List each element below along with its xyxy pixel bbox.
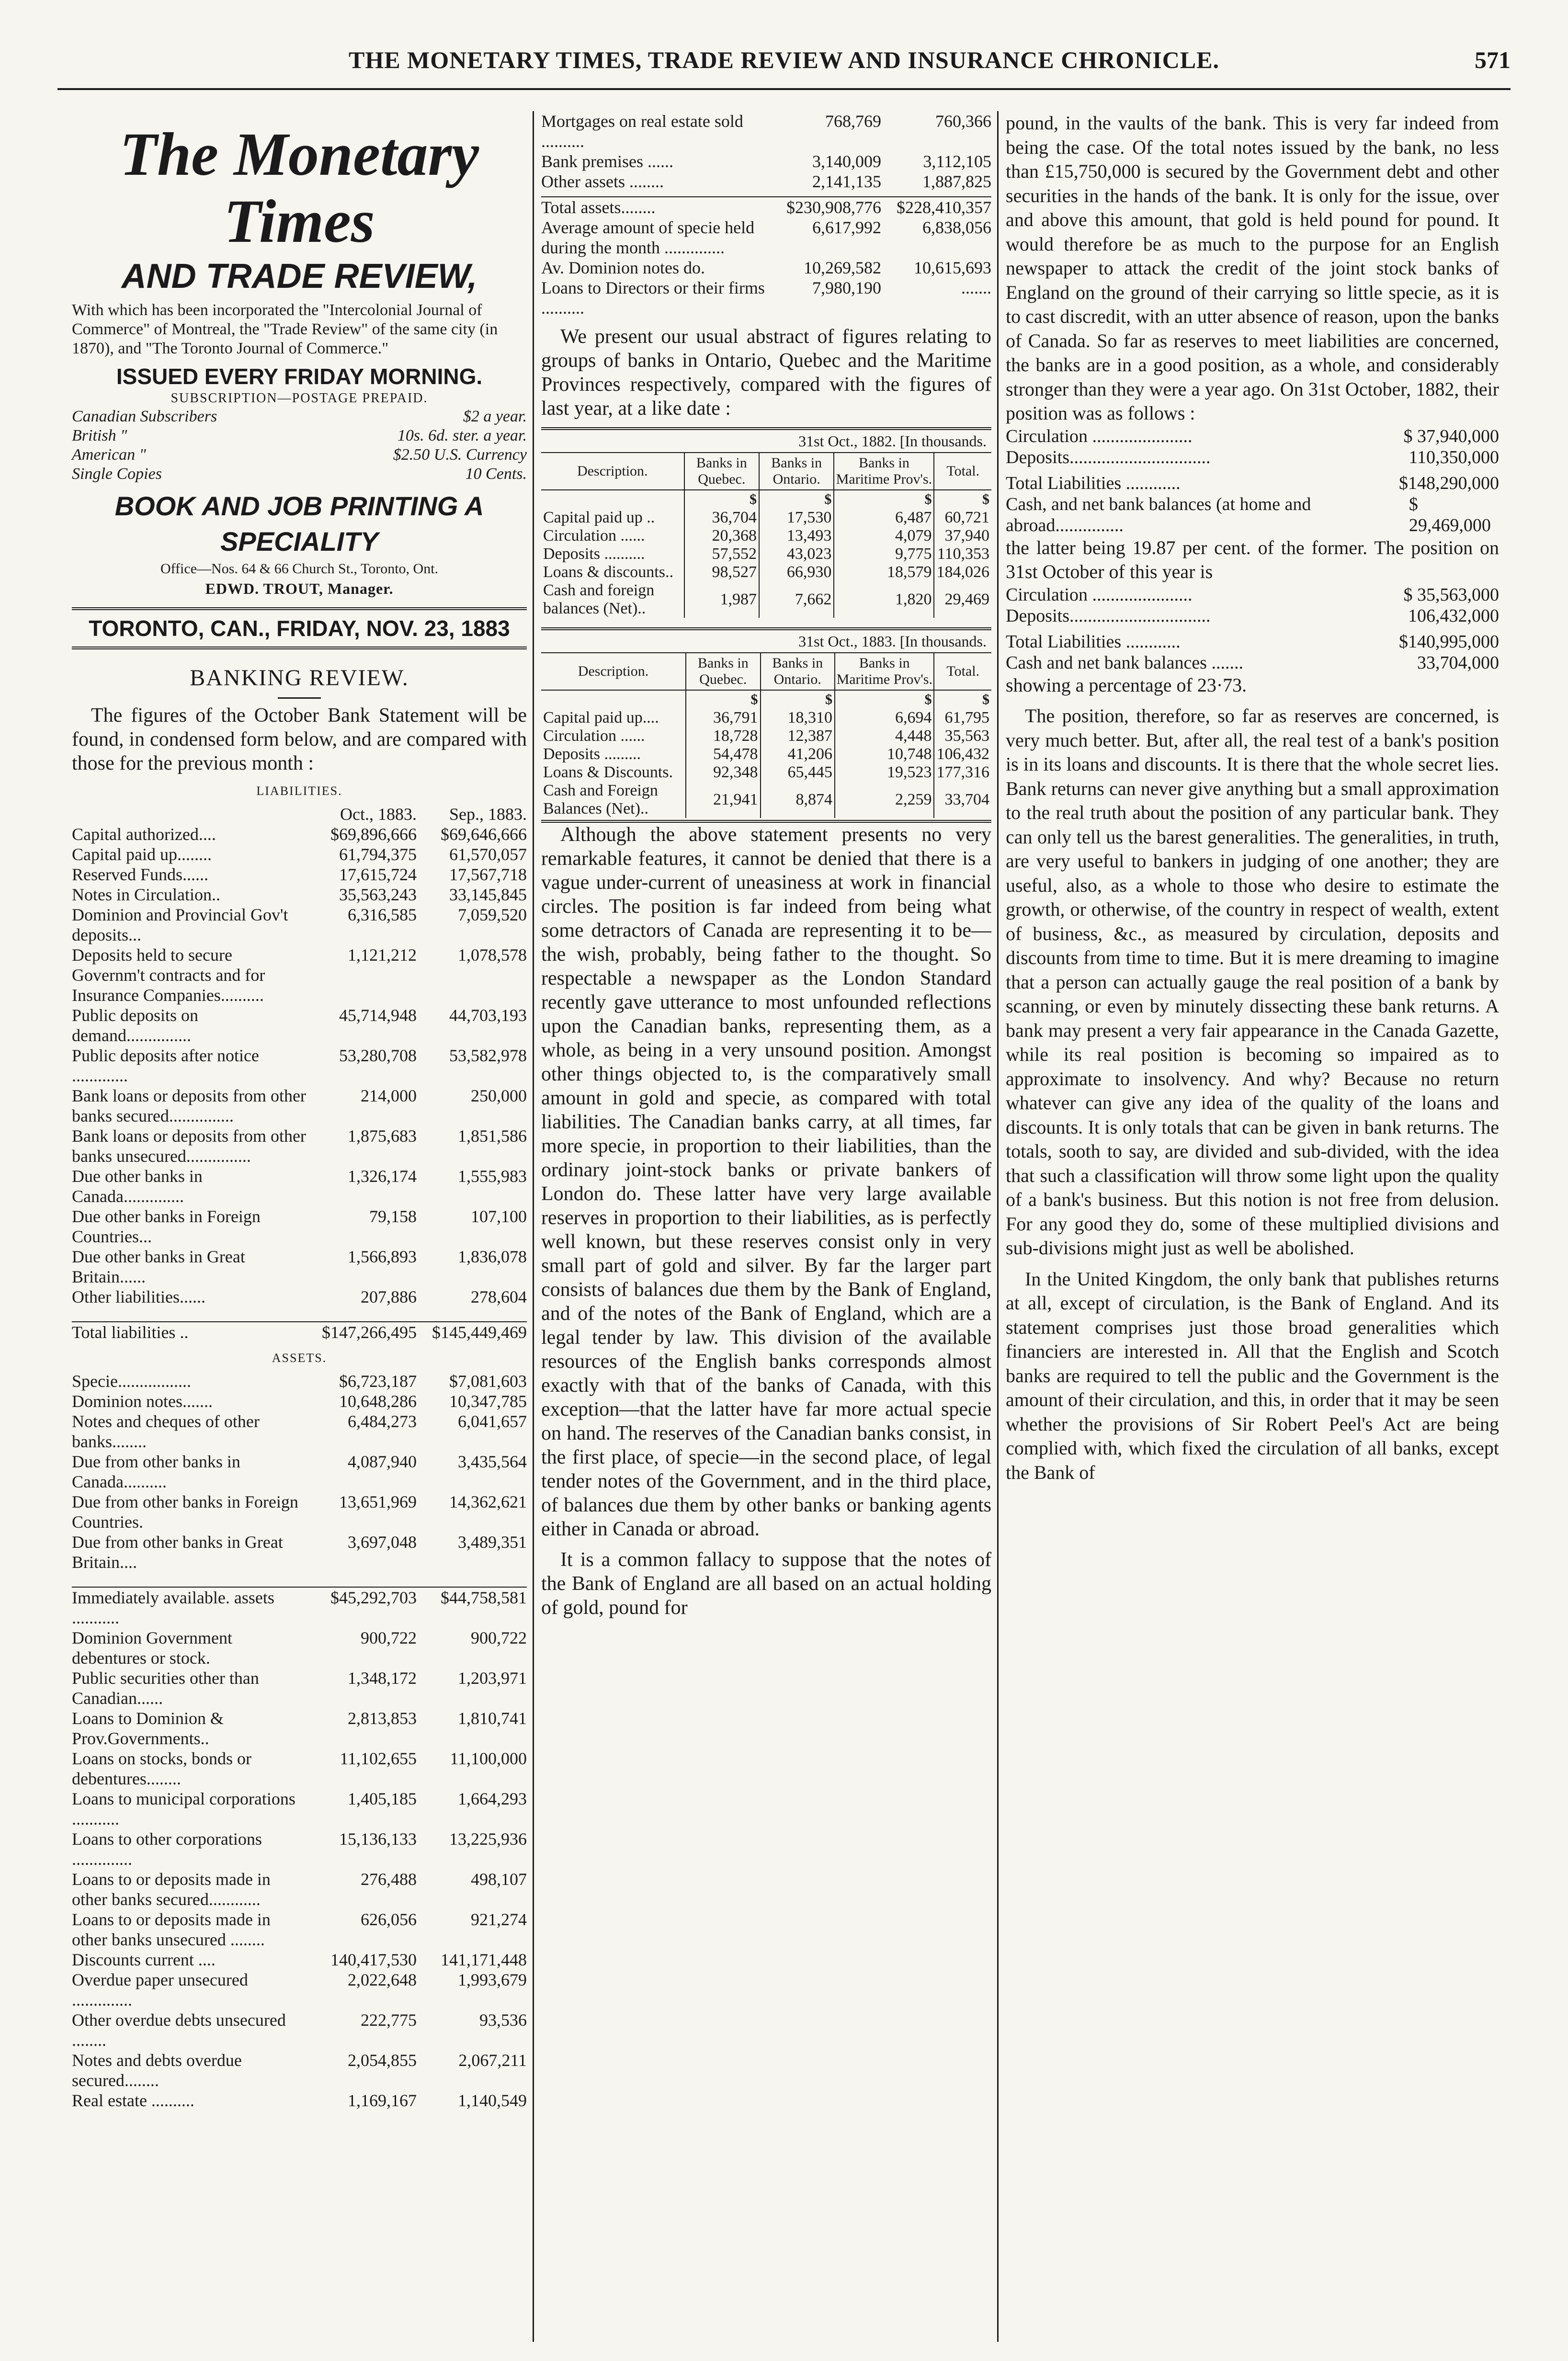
- figure-row: Capital authorized.... $69,896,666 $69,646,666: [72, 825, 527, 844]
- position-row: Circulation ...................... $ 37,940,000: [1006, 426, 1499, 446]
- figure-row: Mortgages on real estate sold .......... 768,769 760,366: [541, 112, 991, 151]
- after-assets-list: [541, 217, 991, 318]
- article-col3-intro: pound, in the vaults of the bank. This is very far indeed from being the case. Of the total notes issued by the bank, no less than £15,750,000 is secured by the Government debt and other securities in the hands of the bank. It is only for the issue, over and above this amount, that gold is held pound for pound. It would therefore be as much to the purpose for an English newspaper to attack the credit of the joint stock banks of England on the ground of their carrying so little specie, as it is to cast discredit, with an utter absence of reason, upon the banks of Canada. So far as reserves to meet liabilities are concerned, the banks are in a good position, as a whole, and considerably stronger than they were a year ago. On 31st October, 1882, their position was as follows :: [1006, 112, 1499, 424]
- column-header: Total.: [934, 453, 991, 490]
- paragraph: In the United Kingdom, the only bank that publishes returns at all, except of circulation, is the Bank of England. And its statement comprises just those broad generalities which financiers are interested in. All that the English and Scotch banks are required to tell the public and the Government is the amount of their circulation, and this, in order that it may be seen whether the provisions of Sir Robert Peel's Act are being complied with, which fixed the circulation of all banks, except the Bank of: [1006, 1268, 1499, 1483]
- column-divider: [997, 111, 999, 2342]
- paragraph: The position, therefore, so far as reserves are concerned, is very much better. But, after all, the real test of a bank's position is in its loans and discounts. It is there that the whole secret lies. Bank returns can never give anything but a small approximation to the real truth about the position of any particular bank. They can only tell us the barest generalities. The generalities, in truth, are very useful to bankers in judging of one another; they are useful, also, as a whole to those who desire to estimate the growth, or otherwise, of the country in respect of wealth, extent of business, &c., as measured by circulation, deposits and discounts from time to time. But it is mere dreaming to imagine that a person can actually gauge the real position of a bank by scanning, or even by minutely dissecting these bank returns. A bank may present a very fair appearance in the Canada Gazette, while its real position is becoming so impaired as to approximate to insolvency. And why? Because no return whatever can give any idea of the quality of the loans and discounts. It is only totals that can be given in bank returns. The totals, sooth to say, are divided and sub-divided, with the idea that such a classification will throw some light upon the quality of a bank's business. But this notion is not free from delusion. For any good they do, some of these multiplied divisions and sub-divisions might just as well be abolished.: [1006, 705, 1499, 1259]
- article-column-2: [541, 823, 991, 1620]
- column-header: Banks in Ontario.: [761, 653, 835, 690]
- figure-row: Reserved Funds...... 17,615,724 17,567,718: [72, 865, 527, 884]
- figure-row: Due other banks in Foreign Countries... 79,158 107,100: [72, 1207, 527, 1246]
- table-row: Cash and Foreign Balances (Net).. 21,941 8,874 2,259 33,704: [541, 782, 991, 818]
- position-1883-cash: Cash and net bank balances ....... 33,704,000: [1006, 652, 1499, 673]
- figure-row: Other assets ........ 2,141,135 1,887,825: [541, 172, 991, 191]
- table-row: Deposits .......... 57,552 43,023 9,775 110,353: [541, 545, 991, 563]
- figure-row: Loans to Dominion & Prov.Governments.. 2,813,853 1,810,741: [72, 1709, 527, 1748]
- book-job-printing: BOOK AND JOB PRINTING A SPECIALITY: [114, 491, 484, 556]
- assets-list-3: [541, 111, 991, 192]
- position-row: Deposits............................... 110,350,000: [1006, 447, 1499, 467]
- masthead: [72, 121, 527, 599]
- figure-row: Other overdue debts unsecured ........ 222,775 93,536: [72, 2010, 527, 2050]
- figure-row: Notes and debts overdue secured........ 2,054,855 2,067,211: [72, 2051, 527, 2090]
- figure-row: Notes in Circulation.. 35,563,243 33,145,845: [72, 885, 527, 904]
- liabilities-list: [72, 824, 527, 1307]
- figure-row: Dominion Government debentures or stock. 900,722 900,722: [72, 1628, 527, 1668]
- column-header: Banks in Quebec.: [684, 453, 759, 490]
- column-3: [1006, 111, 1499, 2342]
- table-1882: Description. Banks in Quebec. Banks in Ontario. Banks in Maritime Prov's. Total. $ $ $ $ Capital paid up .. 36,704 17,530 6,487 60,721 Circulation ...... 20,368 13,493 4,079 37,940 Deposits .......... 57,552 43,023 9,775 110,353 Loans & discounts.. 98,527 66,930 18,579 184,026 Cash and foreign balances (Net).. 1,987 7,662 1,820 29,469: [541, 453, 991, 618]
- table-1883: Description. Banks in Quebec. Banks in Ontario. Banks in Maritime Prov's. Total. $ $ $ $ Capital paid up.... 36,791 18,310 6,694 61,795 Circulation ...... 18,728 12,387 4,448 35,563 Deposits ......... 54,478 41,206 10,748 106,432 Loans & Discounts. 92,348 65,445 19,523 177,316 Cash and Foreign Balances (Net).. 21,941 8,874 2,259 33,704: [541, 653, 991, 818]
- position-1883-note: showing a percentage of 23·73.: [1006, 674, 1247, 696]
- figure-row: Due other banks in Great Britain...... 1,566,893 1,836,078: [72, 1247, 527, 1286]
- column-header: Description.: [541, 653, 686, 690]
- masthead-subtitle: AND TRADE REVIEW,: [121, 257, 477, 295]
- column-header: Banks in Maritime Prov's.: [834, 453, 934, 490]
- table-row: Loans & discounts.. 98,527 66,930 18,579 184,026: [541, 563, 991, 581]
- column-header: Banks in Maritime Prov's.: [835, 653, 934, 690]
- column-header: Total.: [934, 653, 991, 690]
- position-1882-note: the latter being 19.87 per cent. of the former. The position on 31st October of this year is: [1006, 536, 1499, 582]
- assets-list: [72, 1371, 527, 1572]
- figure-row: Public deposits after notice ............. 53,280,708 53,582,978: [72, 1046, 527, 1085]
- figure-row: Other liabilities...... 207,886 278,604: [72, 1287, 527, 1306]
- issued-line: ISSUED EVERY FRIDAY MORNING.: [116, 364, 483, 389]
- figure-row: Public securities other than Canadian...... 1,348,172 1,203,971: [72, 1669, 527, 1708]
- table-row: Loans & Discounts. 92,348 65,445 19,523 177,316: [541, 763, 991, 782]
- rate-row: American " $2.50 U.S. Currency: [72, 446, 527, 464]
- table-header-row: [541, 653, 991, 690]
- column-divider: [533, 111, 534, 2342]
- column-headers: [72, 804, 527, 824]
- rate-row: British " 10s. 6d. ster. a year.: [72, 427, 527, 444]
- office-address: Office—Nos. 64 & 66 Church St., Toronto, Ont.: [160, 561, 439, 577]
- figure-row: Dominion notes....... 10,648,286 10,347,785: [72, 1392, 527, 1411]
- position-1883: [1006, 584, 1499, 626]
- figure-row: Loans to Directors or their firms .......... 7,980,190 .......: [541, 278, 991, 318]
- section-heading: BANKING REVIEW.: [190, 665, 409, 691]
- paragraph: It is a common fallacy to suppose that the notes of the Bank of England are all based on an actual holding of gold, pound for: [541, 1549, 991, 1619]
- table-row: Cash and foreign balances (Net).. 1,987 7,662 1,820 29,469: [541, 581, 991, 618]
- manager-line: EDWD. TROUT, Manager.: [205, 580, 394, 597]
- rate-row: Single Copies 10 Cents.: [72, 465, 527, 483]
- table-row: Deposits ......... 54,478 41,206 10,748 106,432: [541, 745, 991, 763]
- assets-label: ASSETS.: [272, 1351, 327, 1365]
- article-column-3: [1006, 704, 1499, 1485]
- immediately-available-row: Immediately available. assets ........... $45,292,703 $44,758,581: [72, 1587, 527, 1628]
- figure-row: Loans to or deposits made in other banks secured............ 276,488 498,107: [72, 1870, 527, 1909]
- table-1882-caption: 31st Oct., 1882. [In thousands.: [541, 427, 991, 453]
- running-title: THE MONETARY TIMES, TRADE REVIEW AND INSURANCE CHRONICLE.: [348, 46, 1220, 73]
- total-liabilities-row: Total liabilities .. $147,266,495 $145,449,469: [72, 1321, 527, 1342]
- table-row: Circulation ...... 18,728 12,387 4,448 35,563: [541, 727, 991, 745]
- figure-row: Average amount of specie held during the month .............. 6,617,992 6,838,056: [541, 218, 991, 257]
- table-header-row: [541, 453, 991, 490]
- subscription-rates: [72, 407, 527, 484]
- table-row: Capital paid up.... 36,791 18,310 6,694 61,795: [541, 709, 991, 727]
- figure-row: Real estate .......... 1,169,167 1,140,549: [72, 2091, 527, 2110]
- position-1882: [1006, 426, 1499, 468]
- figure-row: Discounts current .... 140,417,530 141,171,448: [72, 1950, 527, 1969]
- figure-row: Specie................. $6,723,187 $7,081,603: [72, 1372, 527, 1391]
- figure-row: Loans to municipal corporations ........... 1,405,185 1,664,293: [72, 1789, 527, 1828]
- figure-row: Deposits held to secure Governm't contracts and for Insurance Companies.......... 1,121,212 1,078,578: [72, 945, 527, 1005]
- total-assets-row: Total assets........ $230,908,776 $228,410,357: [541, 196, 991, 217]
- figure-row: Loans to or deposits made in other banks unsecured ........ 626,056 921,274: [72, 1910, 527, 1949]
- figure-row: Due from other banks in Foreign Countries. 13,651,969 14,362,621: [72, 1492, 527, 1532]
- table-row: Capital paid up .. 36,704 17,530 6,487 60,721: [541, 509, 991, 527]
- column-2: [541, 111, 991, 2342]
- masthead-logo: The Monetary Times: [119, 120, 479, 255]
- position-1882-total: Total Liabilities ............ $148,290,000: [1006, 473, 1499, 493]
- running-head: [57, 33, 1511, 85]
- assets-list-2: [72, 1628, 527, 2111]
- figure-row: Due from other banks in Canada.......... 4,087,940 3,435,564: [72, 1452, 527, 1491]
- page-number: 571: [1475, 46, 1511, 73]
- banking-intro: The figures of the October Bank Statement will be found, in condensed form below, and are compared with those for the previous month :: [72, 704, 527, 774]
- position-1882-cash: Cash, and net bank balances (at home and abroad............... $ 29,469,000: [1006, 494, 1491, 535]
- figure-row: Public deposits on demand............... 45,714,948 44,703,193: [72, 1006, 527, 1045]
- position-1883-total: Total Liabilities ............ $140,995,000: [1006, 631, 1499, 652]
- dateline: TORONTO, CAN., FRIDAY, NOV. 23, 1883: [72, 607, 527, 649]
- figure-row: Dominion and Provincial Gov't deposits... 6,316,585 7,059,520: [72, 905, 527, 944]
- table-row: Circulation ...... 20,368 13,493 4,079 37,940: [541, 527, 991, 545]
- short-rule: [278, 697, 321, 699]
- figure-row: Av. Dominion notes do. 10,269,582 10,615,693: [541, 258, 991, 277]
- rate-row: Canadian Subscribers $2 a year.: [72, 408, 527, 425]
- column-1: [72, 111, 527, 2342]
- abstract-intro: We present our usual abstract of figures relating to groups of banks in Ontario, Quebec and the Maritime Provinces respectively, compared with the figures of last year, at a like date :: [541, 326, 991, 420]
- figure-row: Due from other banks in Great Britain.... 3,697,048 3,489,351: [72, 1532, 527, 1572]
- incorporation-note: With which has been incorporated the "Intercolonial Journal of Commerce" of Montreal, the "Trade Review" of the same city (in 1870), and "The Toronto Journal of Commerce.": [72, 301, 498, 357]
- figure-row: Capital paid up........ 61,794,375 61,570,057: [72, 845, 527, 864]
- table-1883-caption: 31st Oct., 1883. [In thousands.: [541, 627, 991, 653]
- figure-row: Bank loans or deposits from other banks unsecured............... 1,875,683 1,851,586: [72, 1126, 527, 1166]
- figure-row: Notes and cheques of other banks........ 6,484,273 6,041,657: [72, 1412, 527, 1451]
- figure-row: Overdue paper unsecured .............. 2,022,648 1,993,679: [72, 1970, 527, 2009]
- liabilities-label: LIABILITIES.: [256, 784, 342, 798]
- figure-row: Bank loans or deposits from other banks secured............... 214,000 250,000: [72, 1086, 527, 1125]
- figure-row: Bank premises ...... 3,140,009 3,112,105: [541, 152, 991, 171]
- figure-row: Loans on stocks, bonds or debentures........ 11,102,655 11,100,000: [72, 1749, 527, 1788]
- col-sep: Sep., 1883.: [449, 805, 527, 824]
- subscription-label: SUBSCRIPTION—POSTAGE PREPAID.: [170, 391, 428, 406]
- col-oct: Oct., 1883.: [340, 805, 417, 824]
- figure-row: Due other banks in Canada.............. 1,326,174 1,555,983: [72, 1167, 527, 1206]
- column-header: Banks in Quebec.: [686, 653, 760, 690]
- position-row: Deposits............................... 106,432,000: [1006, 605, 1499, 626]
- paragraph: Although the above statement presents no very remarkable features, it cannot be denied that there is a vague under-current of uneasiness at work in financial circles. The position is far indeed from being what some detractors of Canada are representing it to be—the wish, probably, being father to the thought. So respectable a newspaper as the London Standard recently gave utterance to most unfounded reflections upon the Canadian banks, representing them, as a whole, as being in a very unsound position. Amongst other things objected to, is the comparatively small amount in gold and specie, as compared with total liabilities. The Canadian banks carry, at all times, far more specie, in proportion to their liabilities, than the ordinary joint-stock banks or private bankers of London do. These latter have very large available reserves in proportion to their liabilities, as is perfectly well known, but these reserves consist only in very small part of gold and silver. By far the larger part consists of balances due them by the Bank of England, and of the notes of the Bank of England, which are a legal tender by law. This division of the available resources of the English banks corresponds almost exactly with that of the banks of Canada, with this exception—that the latter have far more actual specie on hand. The reserves of the Canadian banks consist, in the first place, of specie—in the second place, of legal tender notes of the Government, and in the third place, of balances due them by other banks or banking agents either in Canada or abroad.: [541, 824, 991, 1540]
- figure-row: Loans to other corporations .............. 15,136,133 13,225,936: [72, 1829, 527, 1869]
- column-header: Banks in Ontario.: [759, 453, 834, 490]
- position-row: Circulation ...................... $ 35,563,000: [1006, 584, 1499, 605]
- column-header: Description.: [541, 453, 684, 490]
- top-rule: [57, 88, 1511, 90]
